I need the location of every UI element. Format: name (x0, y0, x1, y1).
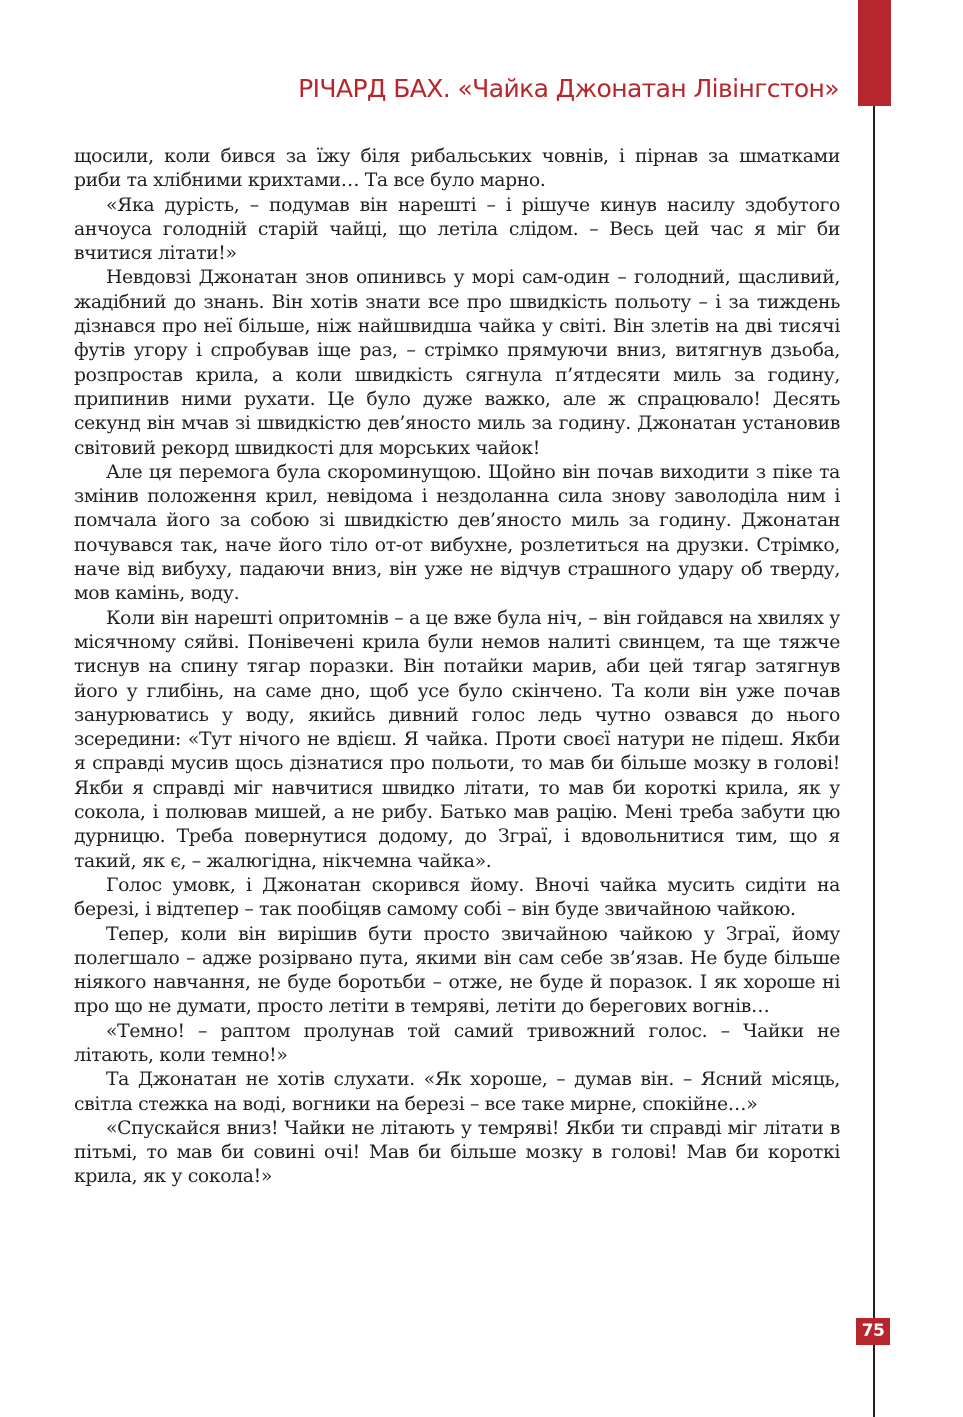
header-color-tab (858, 0, 891, 106)
paragraph-8: «Темно! – раптом пролунав той самий тривожний голос. – Чайки не літають, коли темно!» (74, 1020, 840, 1066)
running-title: РІЧАРД БАХ. «Чайка Джонатан Лівінгстон» (298, 74, 839, 103)
margin-rule (873, 106, 875, 1417)
paragraph-1: щосили, коли бився за їжу біля рибальських човнів, і пірнав за шматками риби та хлібними крихтами… Та все було марно. (74, 146, 840, 192)
page-body (74, 145, 840, 1190)
paragraph-6: Голос умовк, і Джонатан скорився йому. Вночі чайка мусить сидіти на березі, і відтепер – так пообіцяв самому собі – він буде звичайною чайкою. (74, 874, 840, 921)
paragraph-2: «Яка дурість, – подумав він нарешті – і рішуче кинув насилу здобутого анчоуса голодній старій чайці, що летіла слідом. – Весь цей час я міг би вчитися літати!» (74, 194, 840, 265)
paragraph-10: «Спускайся вниз! Чайки не літають у темряві! Якби ти справді міг літати в пітьмі, то мав би совині очі! Мав би більше мозку в голові! Мав би короткі крила, як у сокола!» (74, 1117, 840, 1188)
paragraph-7: Тепер, коли він вирішив бути просто звичайною чайкою у Зграї, йому полегшало – адже розірвано пута, якими він сам себе зв’язав. Не буде більше ніякого навчання, не буде боротьби – отже, не буде й поразок. І як хороше ні про що не думати, просто летіти в темряві, летіти до берегових вогнів… (74, 923, 840, 1018)
paragraph-5: Коли він нарешті опритомнів – а це вже була ніч, – він гойдався на хвилях у місячному сяйві. Понівечені крила були немов налиті свинцем, та ще тяжче тиснув на спину тягар поразки. Він потайки марив, аби цей тягар затягнув його у глибінь, на саме дно, щоб усе було скінчено. Та коли він уже почав занурюватись у воду, якийсь дивний голос ледь чутно озвався до нього зсередини: «Тут нічого не вдієш. Я чайка. Проти своєї натури не підеш. Якби я справді мусив щось дізнатися про польоти, то мав би більше мозку в голові! Якби я справді міг навчитися швидко літати, то мав би короткі крила, як у сокола, і полював мишей, а не рибу. Батько мав рацію. Мені треба забути цю дурницю. Треба повернутися додому, до Зграї, і вдовольнитися тим, що я такий, як є, – жалюгідна, нікчемна чайка». (74, 607, 840, 872)
paragraph-9: Та Джонатан не хотів слухати. «Як хороше, – думав він. – Ясний місяць, світла стежка на воді, вогники на березі – все таке мирне, спокійне…» (74, 1069, 840, 1115)
paragraph-3: Невдовзі Джонатан знов опинивсь у морі сам-один – голодний, щасливий, жадібний до знань. Він хотів знати все про швидкість польоту – і за тиждень дізнався про неї більше, ніж найшвидша чайка у світі. Він злетів на дві тисячі футів угору і спробував іще раз, – стрімко прямуючи вниз, витягнув дзьоба, розпростав крила, а коли швидкість сягнула п’ятдесяти миль за годину, припинив ними рухати. Це було дуже важко, але ж спрацювало! Десять секунд він мчав зі швидкістю дев’яносто миль за годину. Джонатан установив світовий рекорд швидкості для морських чайок! (74, 267, 840, 459)
paragraph-4: Але ця перемога була скороминущою. Щойно він почав виходити з піке та змінив положення крил, невідома і нездоланна сила знову заволоділа ним і помчала його за собою зі швидкістю дев’яносто миль за годину. Джонатан почувався так, наче його тіло от-от вибухне, розлетиться на друзки. Стрімко, наче від вибуху, падаючи вниз, він уже не відчув страшного удару об тверду, мов камінь, воду. (74, 461, 840, 605)
page-number: 75 (856, 1318, 890, 1345)
